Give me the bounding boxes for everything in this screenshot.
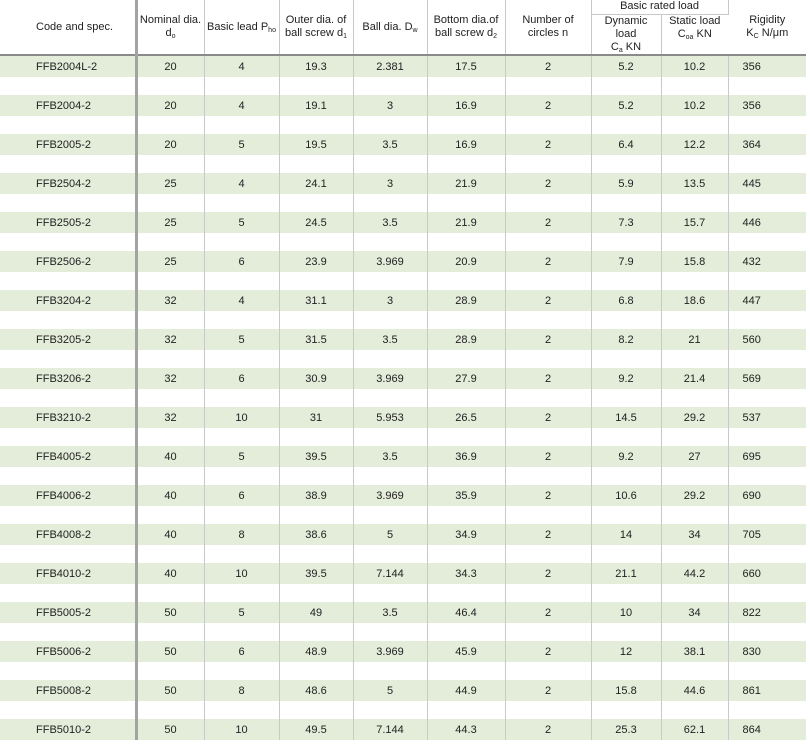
cell-code: FFB2004-2 [0,95,136,116]
cell-basic-lead: 10 [204,719,279,740]
row-spacer [0,662,806,680]
cell-dynamic-load: 7.3 [591,212,661,233]
cell-nominal-dia: 40 [136,563,204,584]
cell-bottom-dia: 44.3 [427,719,505,740]
cell-code: FFB4010-2 [0,563,136,584]
header-code: Code and spec. [0,0,136,55]
cell-ball-dia: 3.5 [353,329,427,350]
table-row [0,329,806,350]
row-spacer [0,506,806,524]
header-number-of-circles: Number of circles n [505,0,591,55]
cell-bottom-dia: 35.9 [427,485,505,506]
cell-circles: 2 [505,95,591,116]
cell-nominal-dia: 32 [136,329,204,350]
cell-dynamic-load: 5.2 [591,95,661,116]
cell-bottom-dia: 27.9 [427,368,505,389]
cell-outer-dia: 49 [279,602,353,623]
cell-ball-dia: 2.381 [353,55,427,77]
cell-circles: 2 [505,446,591,467]
cell-static-load: 18.6 [661,290,728,311]
cell-outer-dia: 31 [279,407,353,428]
table-row [0,680,806,701]
cell-outer-dia: 38.9 [279,485,353,506]
row-spacer [0,584,806,602]
cell-code: FFB5005-2 [0,602,136,623]
cell-bottom-dia: 16.9 [427,134,505,155]
cell-static-load: 15.7 [661,212,728,233]
cell-ball-dia: 3 [353,290,427,311]
cell-nominal-dia: 32 [136,407,204,428]
table-row [0,290,806,311]
cell-code: FFB2504-2 [0,173,136,194]
cell-dynamic-load: 14 [591,524,661,545]
cell-circles: 2 [505,134,591,155]
cell-nominal-dia: 25 [136,173,204,194]
cell-code: FFB2505-2 [0,212,136,233]
cell-dynamic-load: 9.2 [591,368,661,389]
cell-static-load: 12.2 [661,134,728,155]
row-spacer [0,311,806,329]
cell-basic-lead: 6 [204,251,279,272]
row-spacer [0,545,806,563]
cell-ball-dia: 5.953 [353,407,427,428]
cell-ball-dia: 3.969 [353,368,427,389]
cell-code: FFB2004L-2 [0,55,136,77]
cell-basic-lead: 10 [204,563,279,584]
cell-basic-lead: 6 [204,641,279,662]
cell-outer-dia: 38.6 [279,524,353,545]
cell-bottom-dia: 45.9 [427,641,505,662]
cell-rigidity: 695 [728,446,806,467]
cell-bottom-dia: 16.9 [427,95,505,116]
cell-nominal-dia: 32 [136,368,204,389]
table-row [0,524,806,545]
cell-rigidity: 861 [728,680,806,701]
cell-basic-lead: 4 [204,55,279,77]
cell-static-load: 10.2 [661,55,728,77]
cell-code: FFB4005-2 [0,446,136,467]
cell-dynamic-load: 12 [591,641,661,662]
cell-outer-dia: 48.6 [279,680,353,701]
cell-outer-dia: 31.1 [279,290,353,311]
cell-outer-dia: 39.5 [279,563,353,584]
cell-nominal-dia: 25 [136,212,204,233]
cell-static-load: 44.6 [661,680,728,701]
cell-circles: 2 [505,212,591,233]
cell-bottom-dia: 26.5 [427,407,505,428]
cell-static-load: 62.1 [661,719,728,740]
cell-bottom-dia: 34.3 [427,563,505,584]
cell-basic-lead: 8 [204,524,279,545]
cell-code: FFB3205-2 [0,329,136,350]
cell-code: FFB5008-2 [0,680,136,701]
cell-code: FFB2506-2 [0,251,136,272]
cell-nominal-dia: 20 [136,95,204,116]
cell-outer-dia: 24.5 [279,212,353,233]
cell-circles: 2 [505,719,591,740]
cell-static-load: 29.2 [661,407,728,428]
cell-bottom-dia: 28.9 [427,290,505,311]
row-spacer [0,116,806,134]
cell-code: FFB5010-2 [0,719,136,740]
cell-nominal-dia: 20 [136,134,204,155]
cell-nominal-dia: 50 [136,680,204,701]
cell-nominal-dia: 25 [136,251,204,272]
cell-code: FFB3204-2 [0,290,136,311]
table-row [0,251,806,272]
cell-bottom-dia: 34.9 [427,524,505,545]
cell-basic-lead: 8 [204,680,279,701]
cell-circles: 2 [505,680,591,701]
cell-circles: 2 [505,641,591,662]
cell-rigidity: 660 [728,563,806,584]
row-spacer [0,350,806,368]
cell-ball-dia: 3.5 [353,602,427,623]
row-spacer [0,701,806,719]
cell-outer-dia: 19.3 [279,55,353,77]
cell-ball-dia: 3 [353,173,427,194]
cell-circles: 2 [505,485,591,506]
header-nominal-dia: Nominal dia. $d_o$ [136,0,204,55]
row-spacer [0,467,806,485]
table-row [0,173,806,194]
cell-static-load: 38.1 [661,641,728,662]
header-basic-lead: Basic lead $P_{ho}$ [204,0,279,55]
table-row [0,641,806,662]
cell-dynamic-load: 10.6 [591,485,661,506]
cell-outer-dia: 48.9 [279,641,353,662]
table-row [0,368,806,389]
cell-ball-dia: 3.5 [353,446,427,467]
cell-bottom-dia: 21.9 [427,173,505,194]
cell-bottom-dia: 44.9 [427,680,505,701]
row-spacer [0,623,806,641]
cell-rigidity: 447 [728,290,806,311]
cell-code: FFB4006-2 [0,485,136,506]
row-spacer [0,194,806,212]
cell-basic-lead: 4 [204,290,279,311]
cell-dynamic-load: 5.2 [591,55,661,77]
cell-bottom-dia: 36.9 [427,446,505,467]
cell-outer-dia: 30.9 [279,368,353,389]
cell-circles: 2 [505,290,591,311]
cell-ball-dia: 3 [353,95,427,116]
cell-rigidity: 569 [728,368,806,389]
cell-ball-dia: 3.969 [353,251,427,272]
table-header [0,0,806,55]
cell-static-load: 13.5 [661,173,728,194]
cell-circles: 2 [505,329,591,350]
cell-dynamic-load: 10 [591,602,661,623]
cell-static-load: 27 [661,446,728,467]
cell-basic-lead: 6 [204,485,279,506]
cell-rigidity: 364 [728,134,806,155]
cell-static-load: 21.4 [661,368,728,389]
cell-static-load: 15.8 [661,251,728,272]
cell-rigidity: 560 [728,329,806,350]
cell-dynamic-load: 6.8 [591,290,661,311]
cell-outer-dia: 39.5 [279,446,353,467]
cell-ball-dia: 7.144 [353,563,427,584]
cell-dynamic-load: 21.1 [591,563,661,584]
cell-static-load: 29.2 [661,485,728,506]
header-basic-rated-load: Basic rated load [591,0,728,15]
row-spacer [0,272,806,290]
cell-basic-lead: 5 [204,212,279,233]
table-row [0,719,806,740]
cell-basic-lead: 5 [204,329,279,350]
cell-bottom-dia: 20.9 [427,251,505,272]
header-outer-dia: Outer dia. of ball screw $d_1$ [279,0,353,55]
header-bottom-dia: Bottom dia.of ball screw $d_2$ [427,0,505,55]
table-row [0,563,806,584]
header-static-load: Static load $C_{oa}$ KN [661,15,728,56]
table-row [0,212,806,233]
row-spacer [0,233,806,251]
table-row [0,95,806,116]
table-row [0,602,806,623]
cell-nominal-dia: 40 [136,485,204,506]
row-spacer [0,428,806,446]
header-dynamic-load: Dynamic load $C_a$ KN [591,15,661,56]
cell-rigidity: 445 [728,173,806,194]
cell-outer-dia: 31.5 [279,329,353,350]
cell-dynamic-load: 14.5 [591,407,661,428]
cell-bottom-dia: 46.4 [427,602,505,623]
cell-nominal-dia: 40 [136,524,204,545]
cell-bottom-dia: 17.5 [427,55,505,77]
cell-rigidity: 830 [728,641,806,662]
cell-rigidity: 690 [728,485,806,506]
cell-nominal-dia: 50 [136,602,204,623]
cell-basic-lead: 4 [204,95,279,116]
cell-nominal-dia: 50 [136,719,204,740]
cell-basic-lead: 10 [204,407,279,428]
cell-static-load: 34 [661,524,728,545]
table-row [0,134,806,155]
cell-rigidity: 446 [728,212,806,233]
cell-dynamic-load: 15.8 [591,680,661,701]
cell-basic-lead: 5 [204,446,279,467]
cell-ball-dia: 7.144 [353,719,427,740]
table-row [0,55,806,77]
cell-circles: 2 [505,173,591,194]
cell-rigidity: 356 [728,55,806,77]
cell-dynamic-load: 8.2 [591,329,661,350]
cell-dynamic-load: 25.3 [591,719,661,740]
cell-ball-dia: 5 [353,680,427,701]
row-spacer [0,155,806,173]
cell-code: FFB2005-2 [0,134,136,155]
cell-nominal-dia: 50 [136,641,204,662]
cell-circles: 2 [505,251,591,272]
cell-nominal-dia: 32 [136,290,204,311]
cell-code: FFB3206-2 [0,368,136,389]
cell-bottom-dia: 28.9 [427,329,505,350]
row-spacer [0,77,806,95]
cell-basic-lead: 5 [204,602,279,623]
cell-static-load: 44.2 [661,563,728,584]
cell-rigidity: 822 [728,602,806,623]
cell-rigidity: 864 [728,719,806,740]
cell-ball-dia: 5 [353,524,427,545]
table-row [0,485,806,506]
cell-dynamic-load: 9.2 [591,446,661,467]
cell-circles: 2 [505,563,591,584]
cell-circles: 2 [505,602,591,623]
table-row [0,407,806,428]
cell-code: FFB3210-2 [0,407,136,428]
cell-ball-dia: 3.969 [353,641,427,662]
cell-bottom-dia: 21.9 [427,212,505,233]
cell-static-load: 21 [661,329,728,350]
header-rigidity: Rigidity $K_C$ N/μm [728,0,806,55]
cell-rigidity: 356 [728,95,806,116]
cell-outer-dia: 19.5 [279,134,353,155]
cell-rigidity: 432 [728,251,806,272]
row-spacer [0,389,806,407]
header-ball-dia: Ball dia. $D_w$ [353,0,427,55]
cell-outer-dia: 49.5 [279,719,353,740]
cell-dynamic-load: 7.9 [591,251,661,272]
cell-circles: 2 [505,524,591,545]
cell-circles: 2 [505,368,591,389]
cell-ball-dia: 3.969 [353,485,427,506]
cell-code: FFB5006-2 [0,641,136,662]
cell-basic-lead: 5 [204,134,279,155]
table-body [0,55,806,740]
cell-circles: 2 [505,407,591,428]
cell-dynamic-load: 5.9 [591,173,661,194]
cell-outer-dia: 24.1 [279,173,353,194]
cell-outer-dia: 23.9 [279,251,353,272]
table-row [0,446,806,467]
cell-rigidity: 705 [728,524,806,545]
cell-outer-dia: 19.1 [279,95,353,116]
cell-code: FFB4008-2 [0,524,136,545]
cell-dynamic-load: 6.4 [591,134,661,155]
cell-rigidity: 537 [728,407,806,428]
cell-ball-dia: 3.5 [353,134,427,155]
cell-basic-lead: 4 [204,173,279,194]
cell-static-load: 34 [661,602,728,623]
cell-ball-dia: 3.5 [353,212,427,233]
cell-nominal-dia: 40 [136,446,204,467]
cell-circles: 2 [505,55,591,77]
cell-nominal-dia: 20 [136,55,204,77]
cell-static-load: 10.2 [661,95,728,116]
cell-basic-lead: 6 [204,368,279,389]
